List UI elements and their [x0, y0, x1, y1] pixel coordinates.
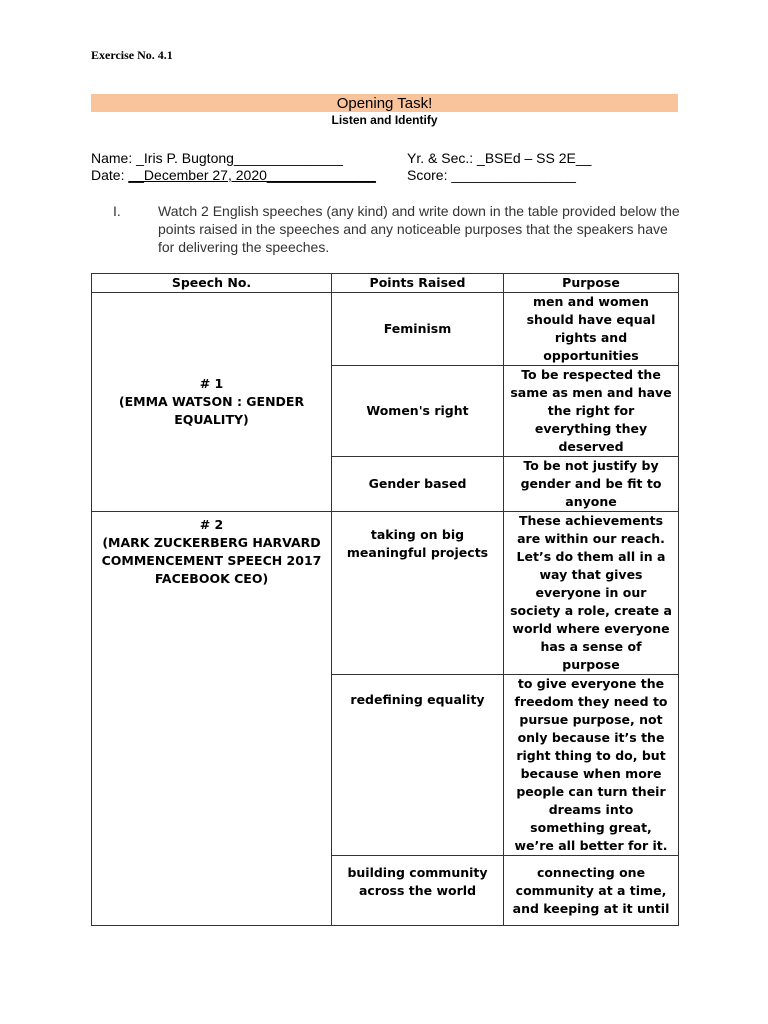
name-field — [91, 150, 343, 166]
speech-2-number: # 2 — [199, 517, 224, 532]
header-purpose: Purpose — [504, 274, 679, 293]
purpose-cell: to give everyone the freedom they need to pursue purpose, not only because it’s the right thing to do, but because when more people can turn their dreams into something great, we’re all better for it. — [504, 675, 679, 856]
instruction-number: I. — [113, 203, 121, 219]
speech-2-title: (MARK ZUCKERBERG HARVARD COMMENCEMENT SPEECH 2017 FACEBOOK CEO) — [101, 535, 322, 586]
point-cell: Feminism — [332, 293, 504, 366]
point-cell: Gender based — [332, 457, 504, 512]
purpose-cell: To be respected the same as men and have the right for everything they deserved — [504, 366, 679, 457]
date-field — [91, 167, 376, 183]
point-cell: taking on big meaningful projects — [332, 512, 504, 675]
speech-table — [91, 273, 679, 926]
purpose-cell: connecting one community at a time, and keeping at it until — [504, 856, 679, 926]
point-cell: redefining equality — [332, 675, 504, 856]
score-field — [407, 167, 576, 183]
opening-task-banner: Opening Task! — [91, 94, 678, 112]
purpose-cell: To be not justify by gender and be fit to anyone — [504, 457, 679, 512]
name-label: Name: — [91, 150, 133, 166]
date-value: __December 27, 2020______________ — [128, 167, 376, 183]
speech-1-cell — [92, 293, 332, 512]
instruction-text: Watch 2 English speeches (any kind) and write down in the table provided below the points raised in the speeches and any noticeable purposes that the speakers have for delivering the speeches. — [158, 203, 680, 255]
point-cell: Women's right — [332, 366, 504, 457]
speech-2-cell — [92, 512, 332, 926]
section-label: Yr. & Sec.: — [407, 150, 474, 166]
header-speech-no: Speech No. — [92, 274, 332, 293]
header-points-raised: Points Raised — [332, 274, 504, 293]
table-row — [92, 293, 679, 366]
purpose-cell: These achievements are within our reach. Let’s do them all in a way that gives everyone in our society a role, create a world where everyone has a sense of purpose — [504, 512, 679, 675]
point-cell: building community across the world — [332, 856, 504, 926]
purpose-cell: men and women should have equal rights and opportunities — [504, 293, 679, 366]
section-field — [407, 150, 591, 166]
section-value: _BSEd – SS 2E__ — [477, 150, 592, 166]
date-label: Date: — [91, 167, 125, 183]
exercise-label: Exercise No. 4.1 — [91, 48, 173, 62]
table-header-row — [92, 274, 679, 293]
score-value: ________________ — [451, 167, 576, 183]
table-row — [92, 512, 679, 675]
speech-1-title: (EMMA WATSON : GENDER EQUALITY) — [118, 394, 305, 427]
subtitle: Listen and Identify — [331, 113, 438, 127]
name-value: _Iris P. Bugtong______________ — [136, 150, 343, 166]
speech-1-number: # 1 — [199, 376, 224, 391]
score-label: Score: — [407, 167, 448, 183]
